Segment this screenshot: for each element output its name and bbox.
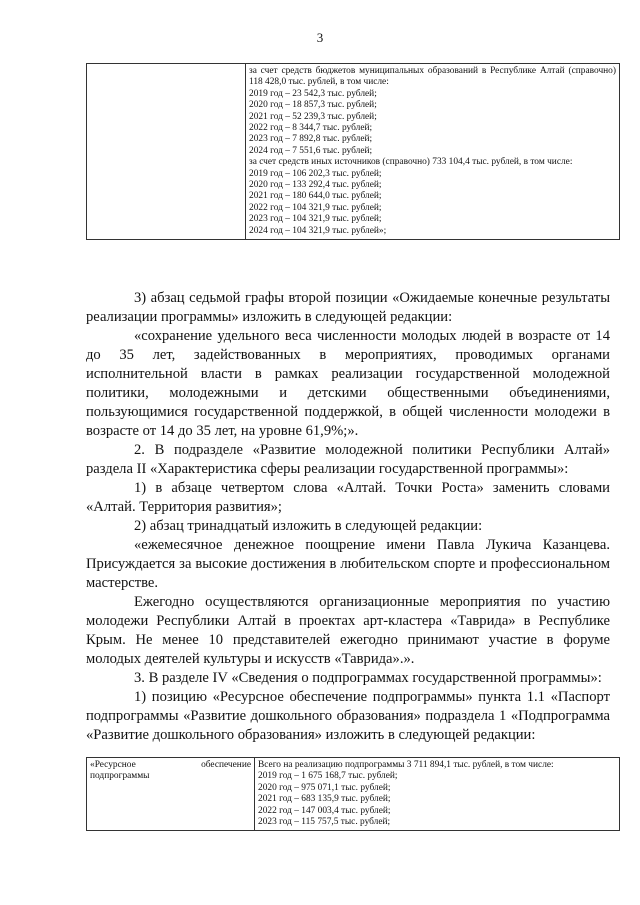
year-line: 2019 год – 106 202,3 тыс. рублей; [249,168,382,179]
paragraph: 1) позицию «Ресурсное обеспечение подпрограммы» пункта 1.1 «Паспорт подпрограммы «Развитие дошкольного образования» подраздела 1 «Подпрограмма «Развитие дошкольного образования» изложить в следующей редакции: [86,689,610,743]
position-label-line [90,760,251,771]
year-line: 2020 год – 133 292,4 тыс. рублей; [249,180,382,191]
position-label-cell [87,758,255,831]
document-body [86,289,610,745]
year-line: 2022 год – 104 321,9 тыс. рублей; [249,202,382,213]
paragraph: 3. В разделе IV «Сведения о подпрограммах государственной программы»: [134,670,602,686]
year-line: 2019 год – 1 675 168,7 тыс. рублей; [258,771,398,782]
funding-table-top [86,63,620,240]
funding-details-cell [246,64,620,240]
funding-details-cell [255,758,620,831]
paragraph: Ежегодно осуществляются организационные мероприятия по участию молодежи Республики Алтай в проектах арт-кластера «Таврида» в Республике Крым. Не менее 10 представителей ежегодно принимают участие в форуме молодых деятелей культуры и искусств «Таврида».». [86,594,610,667]
page-number: 3 [316,30,324,45]
total-funding-line: Всего на реализацию подпрограммы 3 711 894,1 тыс. рублей, в том числе: [258,760,554,770]
year-line: 2020 год – 975 071,1 тыс. рублей; [258,782,391,793]
paragraph: 3) абзац седьмой графы второй позиции «Ожидаемые конечные результаты реализации программы» изложить в следующей редакции: [86,290,610,325]
year-line: 2021 год – 683 135,9 тыс. рублей; [258,794,391,805]
year-line: 2024 год – 7 551,6 тыс. рублей; [249,145,373,156]
year-line: 2020 год – 18 857,3 тыс. рублей; [249,100,377,111]
table-row [87,64,620,240]
municipal-funding-line: за счет средств бюджетов муниципальных образований в Республике Алтай (справочно) 118 428,0 тыс. рублей, в том числе: [249,66,616,88]
year-line: 2022 год – 8 344,7 тыс. рублей; [249,123,373,134]
funding-table-bottom [86,757,620,831]
year-line: 2022 год – 147 003,4 тыс. рублей; [258,805,391,816]
year-line: 2023 год – 104 321,9 тыс. рублей; [249,214,382,225]
year-line: 2023 год – 7 892,8 тыс. рублей; [249,134,373,145]
year-line: 2019 год – 23 542,3 тыс. рублей; [249,88,377,99]
paragraph: 1) в абзаце четвертом слова «Алтай. Точки Роста» заменить словами «Алтай. Территория развития»; [86,480,610,515]
other-sources-line: за счет средств иных источников (справочно) 733 104,4 тыс. рублей, в том числе: [249,157,573,168]
paragraph: «ежемесячное денежное поощрение имени Павла Лукича Казанцева. Присуждается за высокие достижения в любительском спорте и профессиональном мастерстве. [86,537,610,591]
paragraph: «сохранение удельного веса численности молодых людей в возрасте от 14 до 35 лет, задействованных в мероприятиях, проводимых органами исполнительной власти в рамках реализации государственной молодежной политики, молодежными и детскими общественными объединениями, пользующимися государственной поддержкой, в общей численности молодежи в возрасте от 14 до 35 лет, на уровне 61,9%;». [86,328,610,439]
paragraph: 2. В подразделе «Развитие молодежной политики Республики Алтай» раздела II «Характеристика сферы реализации государственной программы»: [86,442,610,477]
position-label-word: «Ресурсное [90,760,136,770]
position-label-word: обеспечение [201,760,251,770]
year-line: 2023 год – 115 757,5 тыс. рублей; [258,817,391,828]
year-line: 2024 год – 104 321,9 тыс. рублей»; [249,225,387,236]
position-label-word: подпрограммы [90,771,150,782]
year-line: 2021 год – 180 644,0 тыс. рублей; [249,191,382,202]
table-row [87,758,620,831]
year-line: 2021 год – 52 239,3 тыс. рублей; [249,111,377,122]
paragraph: 2) абзац тринадцатый изложить в следующей редакции: [134,518,483,534]
table-cell-empty [87,64,246,240]
